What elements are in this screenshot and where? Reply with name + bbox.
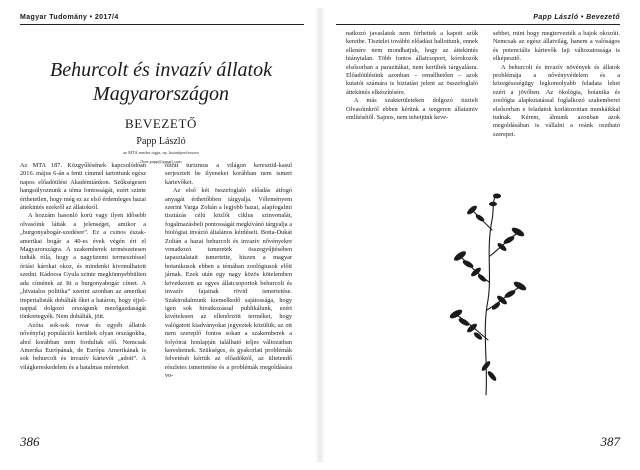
article-subtitle: BEVEZETŐ xyxy=(125,116,197,131)
author-name: Papp László xyxy=(136,136,186,147)
author-affiliation: az MTA rendes tagja, ny. kutatóprofesszor xyxy=(123,150,199,155)
paragraph: Az MTA 187. Közgyűlésének kapcsolódóan 2016. május 6-án a fenti címmel tartottunk egész napos előadóülést Akadémiánkon. Szűkségesen hangsúlyoznunk a téma fontosságát, ezért szinte érthetetlen, hogy még ez az első érdemleges hazai áttekintés ezekről az állatokról. xyxy=(20,162,146,212)
paragraph: A hozzám hasonló korú vagy ilyen idősebb olvasóink látták a jelenséget, amikor a „burgonyabogár-szedésre”. Ez a csinos észak-amerikai bogár a 40-es évek végén ért el Magyarországra. A szakemberek természetesen tudták róla, hogy a nagyüzemi termesztéssel óriási károkat okoz, és mindenki kivonulhatott szedni. Kádocsa Gyula szinte megkönnyebbülten ada címének az Itt a burgonyabogár címet. A „hivatalos politika” szerint azonban az amerikai imperialisták dobálták őket a határon, hogy éjjel-nappal dolgozó országunk mezőgazdaságát tönkretegyék. Nem dobálták, jött. xyxy=(20,212,146,321)
paragraph: natkozó javaslatok nem férhettek a kapott szűk keretbe. Tisztelet további előadást hallottunk, ennek ellenére nem mondhatjuk, hogy az áttekintés hiánytalan. Több fontos állatcsoport, kórokozók elsősorban a parazitákat, nem kerültek tárgyalásra. Előadóülésünk azonban – remélhetően – azok kutatói számára is biztatást jelent az összefoglaló áttekintés elkészítésére. xyxy=(346,30,478,96)
paragraph: A behurcolt és invazív növények és állatok problémája a nővényvédelem és a közegészségügy legkomolyabb feladata lehet ezért a jövőben. Az ökológia, botanika és zoológia alapkutatással foglalkozó szakemberei elsősorban e feladatok korlátozottan munkáikkal tudnak. Kérem, álmunk azonban azok megoldásában is vállalni a reánk osztható szerepet. xyxy=(493,63,620,138)
page-number: 386 xyxy=(20,434,40,449)
running-head: Papp László • Bevezető xyxy=(533,14,620,21)
article-title-line-2: Magyarországon xyxy=(93,83,229,105)
paragraph: Az első két összefoglaló előadás átfogó anyagát érthetőbben tárgyalja. Véleményem szerint Varga Zoltán a legjobb hazai, alapfogalmi tisztázás célú közlőt ciklus szinvonalát, fogalmazásbeli pontosságát megkívánó tárgyalja a biológiai invázió általános kérdéseit. Botta-Dukát Zoltán a hazai behurcolt és invazív nővényekre vonatkozó ismeretek összegyűjtésében tapasztalatait ismertette, hiszen a magyar botanikusok ebben a témában zoológiusok előtt járnak. Ezek után egy nagy közös kötelemben következett az egyes állatcsoportok behurcolt és invazív fajainak rövid ismertetése. Szakirodalmunk kiemelkedő sajátossága, hogy igen sok hivatkozással publikálunk, ezért kivételesen az ellenőrzött terméket, hogy valógatott kiadványokat jegyeztek közülük; az ott nem szereplő fontos sokan a szakemberek a folyóirat honlapján található teljes változatban kereshetnek. Szükséges, és gyakorlati problémák felvetését kértük az előadóktól, az ültetendő részletes ismertetése és a problémák megoldására vo- xyxy=(165,187,292,380)
paragraph: A más szakterületeken dolgozó tisztelt Olvasóinkról ebben kérünk a tengeren állatainiv említésétől. Sajnos, nem tehetjünk keve- xyxy=(346,97,478,122)
article-title-line-1: Behurcolt és invazív állatok xyxy=(50,59,272,81)
right-page-column-2 xyxy=(493,30,620,139)
paragraph: Azóta sok-sok rovar és egyéb állatok nővényfaj populációi kerültek olyan országokba, ahol korábban nem fordultak elő. Nemcsak Amerika Európának, de Európa Amerikának is sok behurcolt és invazív kártevőt „adott”. A világkereskedelem és a hatalmas méreteket xyxy=(20,321,146,371)
left-page-column-2 xyxy=(165,162,292,381)
header-rule xyxy=(20,24,304,25)
paragraph: öltött turizmus a világon keresztül-kasul serjesztett be ilyeneket korábban nem ismert kártevőket. xyxy=(165,162,292,186)
plant-illustration-icon xyxy=(442,190,532,400)
article-title-block xyxy=(36,58,286,165)
running-head: Magyar Tudomány • 2017/4 xyxy=(20,14,119,21)
book-gutter xyxy=(315,8,325,462)
right-page-column-1 xyxy=(346,30,478,122)
left-page xyxy=(0,0,312,470)
header-rule xyxy=(336,24,620,25)
left-page-column-1 xyxy=(20,162,146,372)
author-email: flyer.papp@gmail.com xyxy=(140,159,182,164)
paragraph: sebbet, mint hogy megtervezték a bajok okozóit. Nemcsak az egész állatvilág, hanem a valóságos és potenciális kártevők faji változatossága is elképesztő. xyxy=(493,30,620,63)
page-number: 387 xyxy=(600,434,620,449)
